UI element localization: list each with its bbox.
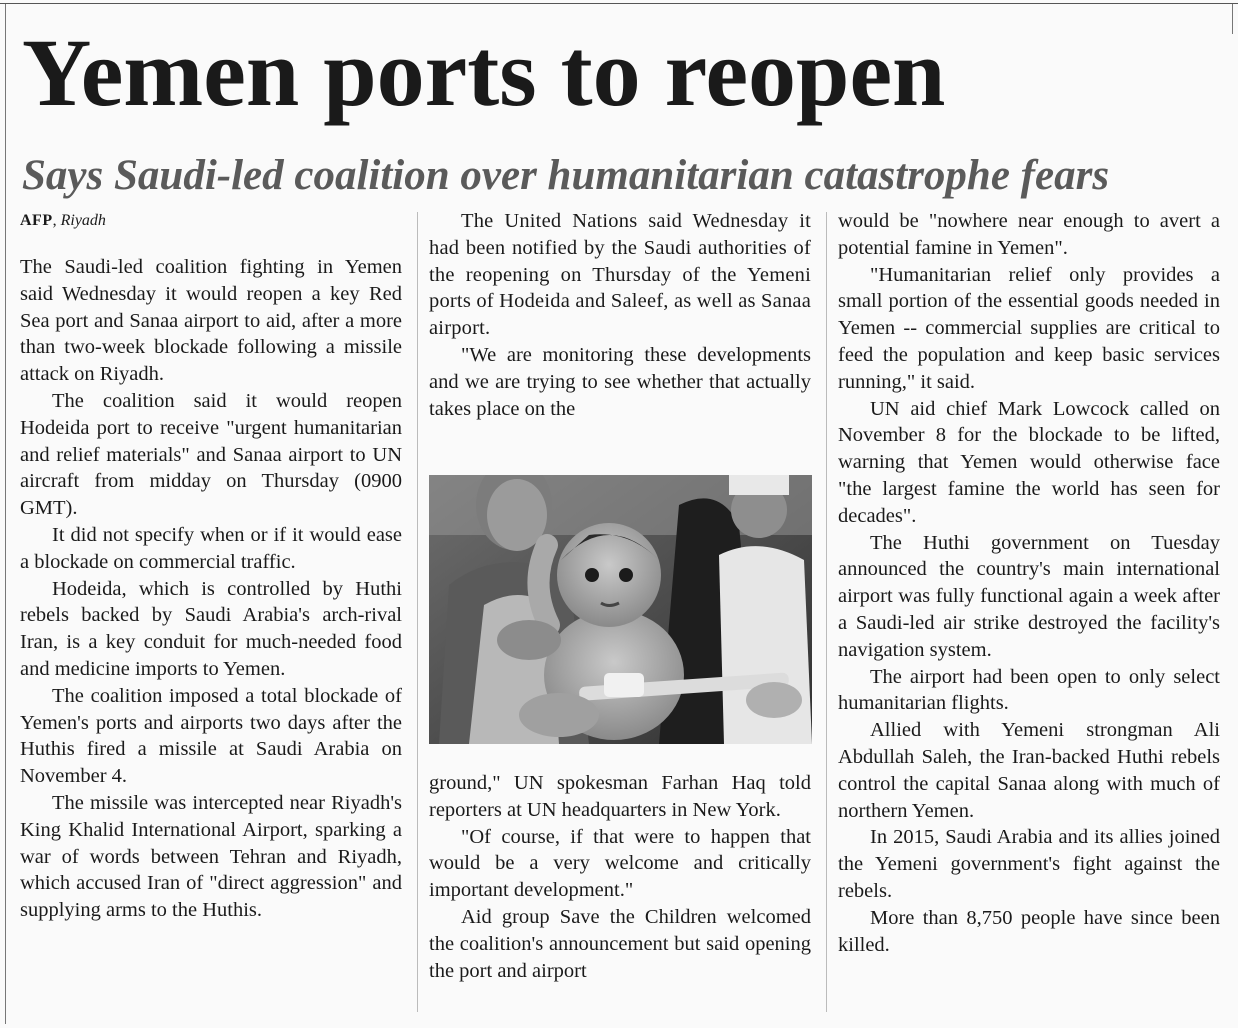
right-rule: [1232, 4, 1233, 34]
byline-location: Riyadh: [60, 212, 106, 229]
article-column-2: [429, 208, 811, 422]
paragraph: Hodeida, which is controlled by Huthi rebels backed by Saudi Arabia's arch-rival Iran, is a key conduit for much-needed food and medicine imports to Yemen.: [20, 577, 402, 680]
headline: Yemen ports to reopen: [22, 19, 946, 126]
paragraph: The Huthi government on Tuesday announced the country's main international airport was fully functional again a week after a Saudi-led air strike destroyed the facility's navigation system.: [838, 531, 1220, 661]
column-divider-2: [826, 212, 827, 1012]
paragraph: The United Nations said Wednesday it had been notified by the Saudi authorities of the reopening on Thursday of the Yemeni ports of Hodeida and Saleef, as well as Sanaa airport.: [429, 210, 811, 340]
paragraph: The airport had been open to only select humanitarian flights.: [838, 665, 1220, 715]
byline: AFP, Riyadh: [20, 212, 106, 229]
paragraph: "We are monitoring these developments and we are trying to see whether that actually takes place on the: [429, 343, 811, 420]
top-rule: [0, 3, 1238, 4]
news-photo: [429, 475, 812, 744]
paragraph: Aid group Save the Children welcomed the coalition's announcement but said opening the port and airport: [429, 905, 811, 982]
paragraph: The Saudi-led coalition fighting in Yemen said Wednesday it would reopen a key Red Sea port and Sanaa airport to aid, after a more than two-week blockade following a missile attack on Riyadh.: [20, 256, 402, 386]
paragraph: would be "nowhere near enough to avert a potential famine in Yemen".: [838, 210, 1220, 259]
paragraph: UN aid chief Mark Lowcock called on November 8 for the blockade to be lifted, warning that Yemen would otherwise face "the largest famine the world has seen for decades".: [838, 397, 1220, 527]
paragraph: "Of course, if that were to happen that would be a very welcome and critically important development.": [429, 825, 811, 902]
left-rule: [5, 4, 6, 1024]
column-divider-1: [417, 212, 418, 1012]
byline-agency: AFP: [20, 212, 53, 229]
paragraph: In 2015, Saudi Arabia and its allies joined the Yemeni government's fight against the rebels.: [838, 826, 1220, 902]
photo-man-holding-child-icon: [429, 475, 812, 744]
paragraph: The coalition imposed a total blockade of Yemen's ports and airports two days after the Huthis fired a missile at Saudi Arabia on November 4.: [20, 684, 402, 788]
paragraph: More than 8,750 people have since been killed.: [838, 906, 1220, 956]
paragraph: It did not specify when or if it would ease a blockade on commercial traffic.: [20, 523, 402, 573]
article-column-2-continued: [429, 770, 811, 984]
paragraph: The missile was intercepted near Riyadh's King Khalid International Airport, sparking a war of words between Tehran and Riyadh, which accused Iran of "direct aggression" and supplying arms to the Huthis.: [20, 791, 402, 922]
article-column-1: [20, 208, 402, 924]
subheadline: Says Saudi-led coalition over humanitarian catastrophe fears: [22, 152, 1110, 199]
paragraph: The coalition said it would reopen Hodeida port to receive "urgent humanitarian and relief materials" and Sanaa airport to UN aircraft from midday on Thursday (0900 GMT).: [20, 389, 402, 520]
paragraph: ground," UN spokesman Farhan Haq told reporters at UN headquarters in New York.: [429, 772, 811, 821]
paragraph: Allied with Yemeni strongman Ali Abdullah Saleh, the Iran-backed Huthi rebels control the capital Sanaa along with much of northern Yemen.: [838, 719, 1220, 822]
article-column-3: [838, 208, 1220, 958]
paragraph: "Humanitarian relief only provides a small portion of the essential goods needed in Yemen -- commercial supplies are critical to feed the population and keep basic services running," it said.: [838, 263, 1220, 393]
